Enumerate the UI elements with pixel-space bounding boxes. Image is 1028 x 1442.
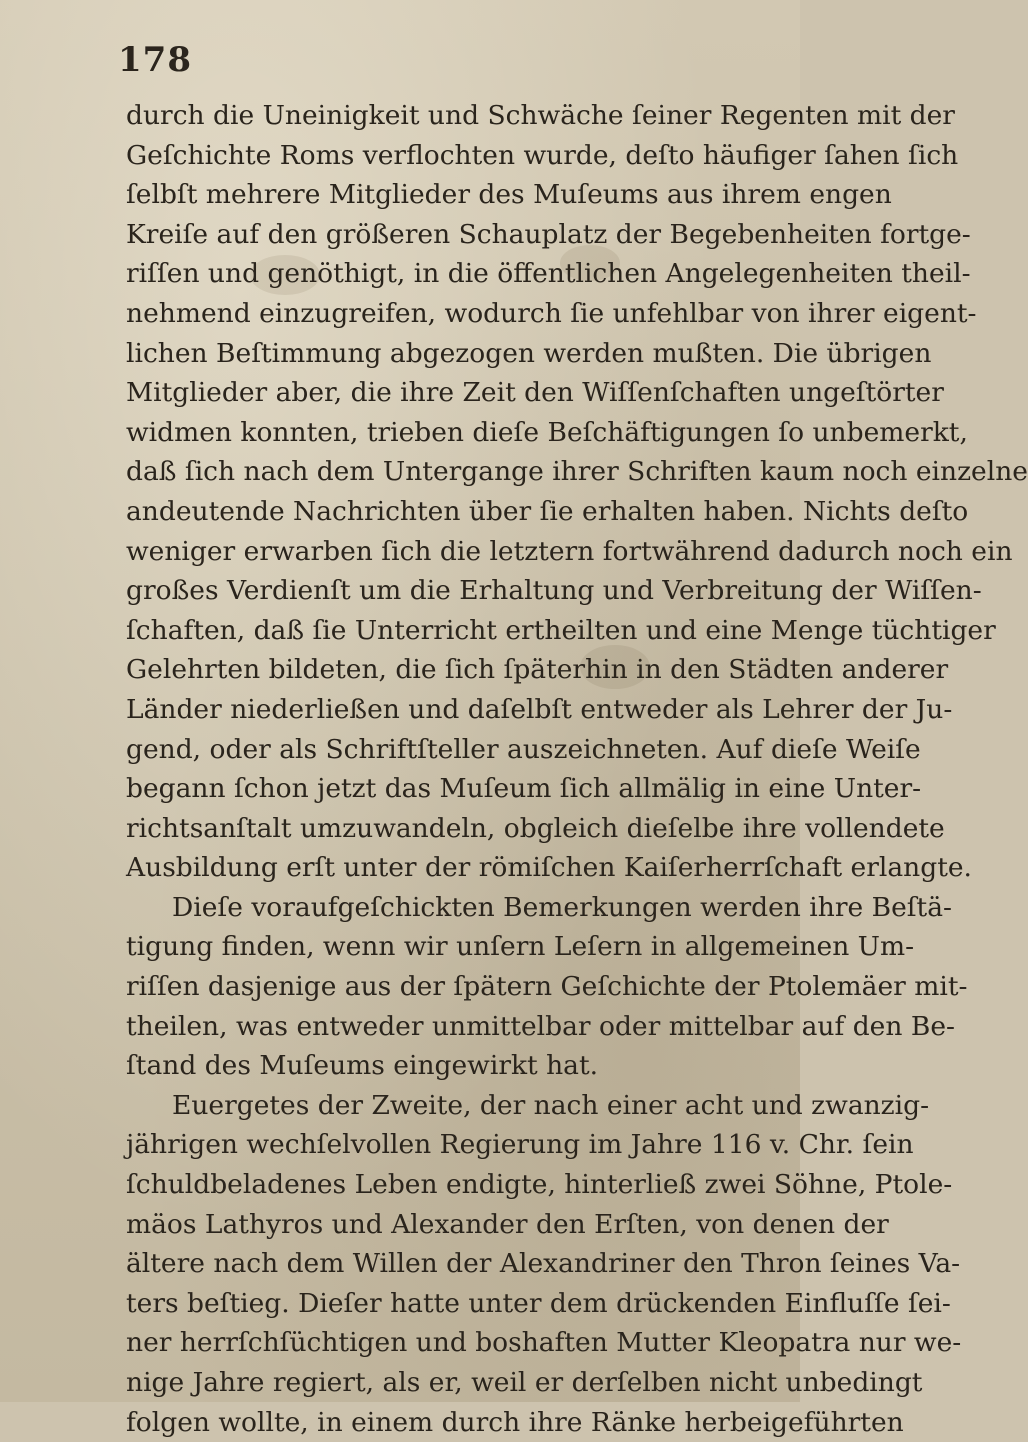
text-line: riſſen und genöthigt, in die öffentlichen Angelegenheiten theil- bbox=[126, 258, 971, 290]
text-line: andeutende Nachrichten über ſie erhalten haben. Nichts deſto bbox=[126, 495, 969, 527]
body-text bbox=[126, 96, 1028, 1442]
text-line: ner herrſchſüchtigen und boshaften Mutter Kleopatra nur we- bbox=[126, 1327, 962, 1359]
text-line: großes Verdienſt um die Erhaltung und Verbreitung der Wiſſen- bbox=[126, 575, 982, 607]
text-line: mäos Lathyros und Alexander den Erſten, von denen der bbox=[126, 1208, 889, 1240]
text-line: begann ſchon jetzt das Muſeum ſich allmälig in eine Unter- bbox=[126, 773, 922, 805]
text-line: jährigen wechſelvollen Regierung im Jahre 116 v. Chr. ſein bbox=[126, 1129, 914, 1161]
text-line: lichen Beſtimmung abgezogen werden mußten. Die übrigen bbox=[126, 337, 932, 369]
text-line: theilen, was entweder unmittelbar oder mittelbar auf den Be- bbox=[126, 1010, 955, 1042]
paragraph-start-line: Dieſe voraufgeſchickten Bemerkungen werden ihre Beſtä- bbox=[172, 891, 952, 923]
text-line: widmen konnten, trieben dieſe Beſchäftigungen ſo unbemerkt, bbox=[126, 416, 968, 448]
text-line: folgen wollte, in einem durch ihre Ränke herbeigeführten bbox=[126, 1406, 904, 1438]
text-line: ſelbſt mehrere Mitglieder des Muſeums aus ihrem engen bbox=[126, 179, 892, 211]
text-line: ſchaften, daß ſie Unterricht ertheilten und eine Menge tüchtiger bbox=[126, 614, 996, 646]
text-line: Kreiſe auf den größeren Schauplatz der Begebenheiten fortge- bbox=[126, 218, 971, 250]
text-line: ters beſtieg. Dieſer hatte unter dem drückenden Einfluſſe ſei- bbox=[126, 1287, 951, 1319]
text-line: Ausbildung erſt unter der römiſchen Kaiſerherrſchaft erlangte. bbox=[126, 852, 972, 884]
text-line: ältere nach dem Willen der Alexandriner den Thron ſeines Va- bbox=[126, 1248, 961, 1280]
text-line: Gelehrten bildeten, die ſich ſpäterhin in den Städten anderer bbox=[126, 654, 949, 686]
text-line: weniger erwarben ſich die letztern fortwährend dadurch noch ein bbox=[126, 535, 1013, 567]
text-line: nige Jahre regiert, als er, weil er derſelben nicht unbedingt bbox=[126, 1367, 923, 1398]
text-line: tigung finden, wenn wir unſern Leſern in allgemeinen Um- bbox=[126, 931, 915, 963]
text-line: gend, oder als Schriftſteller auszeichneten. Auf dieſe Weiſe bbox=[126, 733, 921, 765]
paragraph-start-line: Euergetes der Zweite, der nach einer acht und zwanzig- bbox=[172, 1089, 930, 1121]
paragraph-end-line: ſtand des Muſeums eingewirkt hat. bbox=[126, 1050, 599, 1082]
text-line: riſſen dasjenige aus der ſpätern Geſchichte der Ptolemäer mit- bbox=[126, 971, 968, 1003]
text-line: Länder niederließen und daſelbſt entweder als Lehrer der Ju- bbox=[126, 693, 953, 725]
text-line: daß ſich nach dem Untergange ihrer Schriften kaum noch einzelne bbox=[126, 456, 1028, 488]
text-line: ſchuldbeladenes Leben endigte, hinterließ zwei Söhne, Ptole- bbox=[126, 1169, 953, 1201]
text-line: nehmend einzugreifen, wodurch ſie unfehlbar von ihrer eigent- bbox=[126, 297, 977, 329]
text-line: richtsanſtalt umzuwandeln, obgleich dieſelbe ihre vollendete bbox=[126, 812, 945, 844]
text-line: Geſchichte Roms verflochten wurde, deſto häufiger ſahen ſich bbox=[126, 139, 959, 171]
text-line: Mitglieder aber, die ihre Zeit den Wiſſenſchaften ungeſtörter bbox=[126, 377, 944, 409]
text-line: durch die Uneinigkeit und Schwäche ſeiner Regenten mit der bbox=[126, 100, 955, 131]
page-number: 178 bbox=[118, 40, 192, 80]
